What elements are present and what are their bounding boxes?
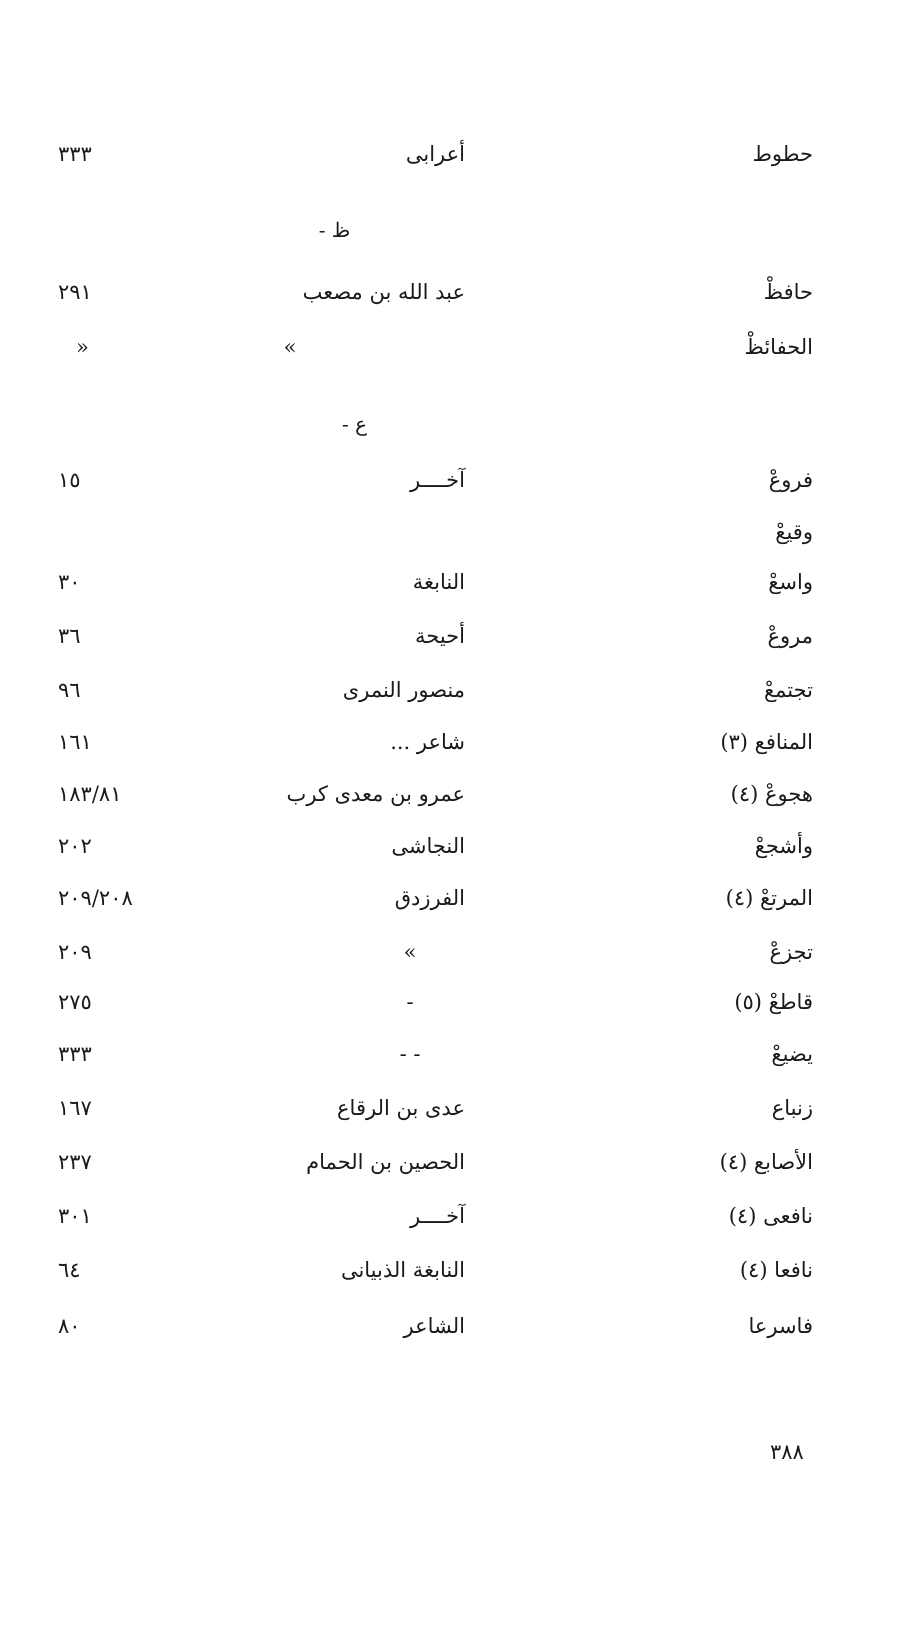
page-reference: ٨٠ [58,1314,81,1338]
rhyme-word: تجتمعْ [763,678,813,702]
rhyme-word: المنافع (٣) [720,730,813,754]
page-reference: ١٨٣/٨١ [58,782,122,806]
page-reference: ٣٦ [58,624,81,648]
page-reference: ٢٩١ [58,280,92,304]
poet-name: عمرو بن معدى كرب [286,782,465,806]
page-reference: ٣٣٣ [58,142,92,166]
section-heading-za: ظ - [318,218,351,242]
poet-name: الفرزدق [394,886,465,910]
poet-name: » [403,940,417,964]
table-row [0,1258,909,1298]
page-number: ٣٨٨ [770,1440,804,1464]
rhyme-word: يضيعْ [771,1042,813,1066]
table-row [0,1150,909,1190]
rhyme-word: وأشجعْ [754,834,813,858]
table-row [0,678,909,718]
table-row [0,1042,909,1082]
rhyme-word: قاطعْ (٥) [734,990,813,1014]
table-row [0,886,909,926]
poet-name: - [406,990,414,1014]
rhyme-word: واسعْ [768,570,813,594]
page-reference: ٩٦ [58,678,81,702]
poet-name: النابغة [412,570,465,594]
rhyme-word: زنباع [771,1096,813,1120]
page-reference: ٢٠٢ [58,834,92,858]
table-row [0,624,909,664]
rhyme-word: حطوط [752,142,813,166]
rhyme-word: هجوعْ (٤) [730,782,813,806]
poet-name: عبد الله بن مصعب [302,280,465,304]
rhyme-word: الحفائظْ [744,335,813,359]
table-row [0,940,909,980]
poet-name: آخــــر [409,468,465,492]
poet-name: منصور النمرى [342,678,465,702]
table-row [0,142,909,182]
page-reference: ١٦١ [58,730,92,754]
rhyme-word: فاسرعا [748,1314,813,1338]
table-row [0,335,909,375]
page-reference: ٢٧٥ [58,990,92,1014]
poet-name: أعرابى [405,142,465,166]
table-row [0,730,909,770]
table-row [0,990,909,1030]
poet-name: النجاشى [391,834,465,858]
page-reference: ٢٠٩/٢٠٨ [58,886,133,910]
table-row [0,280,909,320]
page-reference: ١٦٧ [58,1096,92,1120]
poet-name: أحيحة [415,624,465,648]
poet-name: النابغة الذبيانى [340,1258,465,1282]
table-row [0,468,909,508]
poet-name: آخــــر [409,1204,465,1228]
section-heading-ain: ع - [341,412,368,436]
rhyme-word: نافعى (٤) [728,1204,813,1228]
poet-name: شاعر ... [390,730,465,754]
table-row [0,782,909,822]
table-row [0,1204,909,1244]
page-reference: ٣٠ [58,570,81,594]
rhyme-word: وقيعْ [775,520,813,544]
rhyme-word: مروعْ [767,624,813,648]
rhyme-word: تجزعْ [769,940,813,964]
table-row [0,1314,909,1354]
rhyme-word: فروعْ [768,468,813,492]
poet-name: الشاعر [403,1314,465,1338]
poet-name: عدى بن الرقاع [337,1096,465,1120]
page-reference: ١٥ [58,468,81,492]
table-row [0,834,909,874]
rhyme-word: المرتعْ (٤) [725,886,813,910]
rhyme-word: نافعا (٤) [739,1258,813,1282]
poet-name: - - [399,1042,421,1066]
page-reference: ٣٠١ [58,1204,92,1228]
poet-name: الحصين بن الحمام [306,1150,465,1174]
page-reference: ٢٣٧ [58,1150,92,1174]
page-reference: ٣٣٣ [58,1042,92,1066]
page-reference: ٦٤ [58,1258,81,1282]
table-row [0,570,909,610]
poet-name: » [283,335,297,359]
rhyme-word: الأصابع (٤) [719,1150,813,1174]
page-reference: » [76,335,89,359]
table-row [0,1096,909,1136]
table-row [0,520,909,560]
rhyme-word: حافظْ [763,280,813,304]
page-reference: ٢٠٩ [58,940,92,964]
